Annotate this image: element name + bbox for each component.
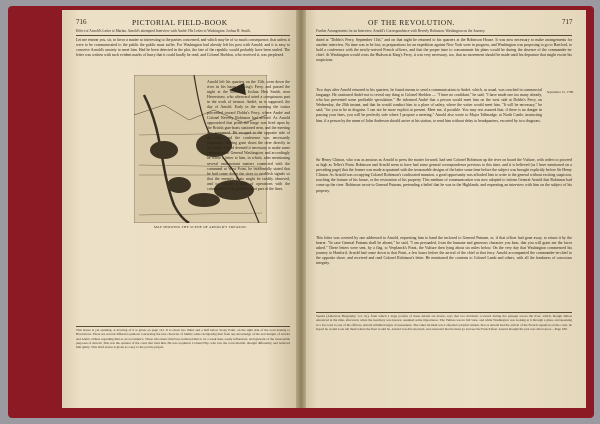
- margin-date-note: September 15, 1780.: [546, 90, 574, 94]
- right-page-number: 717: [562, 18, 573, 26]
- left-running-head: PICTORIAL FIELD-BOOK: [132, 18, 228, 27]
- right-paragraph-3: Sir Henry Clinton, who was as anxious as Arnold to press the matter forward, had sent Colonel Robinson up the river on board the Vulture, with orders to proceed as high as Teller's Point. Robinson and Arnold seem to have had some general correspondence previous to this time, and it is believed (as I have mentioned on a preceding page) that the former was made acquainted with the treasonable designs of the latter some time before the subject was brought explicitly before Sir Henry Clinton. As Arnold was occupying Colonel Robinson's confiscated mansion, a good opportunity was afforded him to write to the general without exciting suspicion, touching the fortune of his house, or the restoration of his property. This medium of communication was now adopted to inform General Arnold that Robinson had come up the river. Robinson wrote to General Putnam, pretending a belief that he was in the Highlands, and requesting an interview with him on the subject of his property.: [316, 158, 572, 193]
- right-footnote-rule: [316, 312, 572, 313]
- book-gutter: [296, 10, 306, 408]
- right-paragraph-4: This letter was covered by one addressed to Arnold, requesting him to hand the inclosed to General Putnam, or, if that officer had gone away, to return it by the bearer. "In case General Putnam shall be absent," he said, "I am persuaded, from the humane and generous character you bear, that you will grant me the favor asked." These letters were sent, by a flag, to Verplanck's Point, the Vulture then lying about six miles below. On the very day that Washington commenced his journey to Hartford, Arnold had come down to that Point, a few hours before the arrival of the chief at that ferry. Arnold accompanied the commander-in-chief to the opposite shore, and received and read Colonel Robinson's letter. He mentioned the contents to Colonel Lamb and others, with all the frankness of conscious integrity.: [316, 236, 572, 266]
- right-paragraph-1: dated at "Dobbs's Ferry, September 11th," and on that night he returned to his quarters at the Robinson House. It was now necessary to make arrangements for another interview. No time was to be lost; as preparations for an expedition against New York were in progress, and Washington was proposing to go to Hartford, to hold a conference with the newly-arrived French officers, and that the proper time to consummate his plans would be during the absence of the commander-in-chief. At Washington would cross the Hudson at King's Ferry, it was very necessary, too, that no movement should be made until his departure that might excite his suspicions.: [316, 38, 572, 63]
- right-page: [300, 10, 586, 408]
- left-header-rule: [76, 35, 290, 36]
- left-page: [62, 10, 302, 408]
- right-footnotes: Sparks (American Biography, vol. iii.), from which a large portion of these details are drawn, says that two incidents occurred during the passage across the river, which, though almost unnoticed at the time, afterward, when the treachery was known, assumed some importance. The Vulture was in full view, and while Washington was looking at it through a glass, and speaking in a low tone to one of his officers, Arnold exhibited signs of uneasiness. The other incident was Lafayette's playful remark, that as Arnold had the arrival of the French squadron on the coast, he hoped he would soon tell them where the fleet would be. Arnold was disconcerted, and answered that he must go and see the French fleet. Arnold thought his plot was discovered.—Page 180.: [316, 314, 572, 331]
- left-footnotes: This house is yet standing. A drawing of it is given on page 141. It is about two miles and a half below Stony Point, on the right side of the road leading to Haverstraw. There are several different opinions concerning the true character of Smith; some exculpating him from any knowledge of the real designs of Arnold and André. Others regarding him as an accomplice. Those who knew him best, believed him to be a weak man, easily influenced, and ignorant of the treasonable purposes of Arnold. This was the opinion of the court that tried him. He was acquitted. Colonel Hay, who saw the court-martial, thought differently, and believed him guilty. This brief notice is given as a key to the part he played.: [76, 328, 290, 350]
- left-page-number: 716: [76, 18, 87, 26]
- engraving-caption: MAP SHOWING THE SCENE OF ARNOLD'S TREASON.: [153, 225, 248, 229]
- right-paragraph-2: Two days after Arnold returned to his quarters, he found means to send a communication to André, which, as usual, was couched in commercial language. He cautioned André not to reveal any thing to Colonel Sheldon — "I have no confidant," he said; "I have made one too many already, who has prevented some profitable speculation." He informed André that a person would meet him on the west side at Dobbs's Ferry, on Wednesday, the 20th instant, and that he would conduct him to a place of safety, where the writer would meet him. "It will be necessary," he said, "for you to be in disguise. I can not be more explicit at present. Meet me, if possible. You may rest assured that, if there is no danger in passing your lines, you will be perfectly safe where I propose a meeting." Arnold also wrote to Major Tallmadge, at North Castle, instructing him, if a person by the name of John Anderson should arrive at his station, to send him without delay to headquarters, escorted by two dragoons.: [316, 88, 542, 123]
- left-footnote-rule: [76, 326, 290, 327]
- right-subheads: Further Arrangements for an Interview. Arnold's Correspondence with Beverly Robinson. Washington on the Journey.: [316, 29, 486, 33]
- left-subheads: Effect of Arnold's Letter to Marlan. Arnold's attempted Interview with André. His Letter to Washington. Joshua H. Smith.: [76, 29, 251, 33]
- left-paragraph-1: Let me entreat you, sir, to favor a matter so interesting to the parties concerned, and which may be of so much consequence, that unless it were to be communicated to the public the public must suffer. For Washington had already left his post with Arnold; and it is easy to conceive Arnold's anxiety to meet him. Had he been detected in the plot, the fate of the republic would probably have been sealed. The letter was written with such evident marks of hurry that it could hardly be read; and Colonel Sheldon, who received it, was perplexed.: [76, 38, 290, 58]
- right-running-head: OF THE REVOLUTION.: [368, 18, 455, 27]
- left-paragraph-2: Arnold left his quarters on the 11th, went down the river in his barge to King's Ferry, and passed the night at the house of Joshua Hett Smith, near Haverstraw, who afterward acted a conspicuous part in the work of treason. André, as is supposed, the day of Arnold. Early in the morning the traitor proceeded toward Dobbs's Ferry, where André and Colonel Beverly Robinson had arrived. As Arnold approached that point, the barge was fired upon by the British gun-boats stationed near, and the meeting was prevented. He escaped to the opposite side of the river, and the conference was necessarily postponed. Having gone down the river directly in his barge, Arnold deemed it necessary to make some explanation to General Washington; and accordingly he wrote a letter to him, in which, after mentioning several unimportant matters connected with the command at West Point, he incidentally stated that he had come down the river to establish signals so that the enemy's boats might be readily observed, and to concert a plan of operations with the commander of the guard on that part of the lines.: [207, 80, 290, 191]
- right-header-rule: [316, 35, 572, 36]
